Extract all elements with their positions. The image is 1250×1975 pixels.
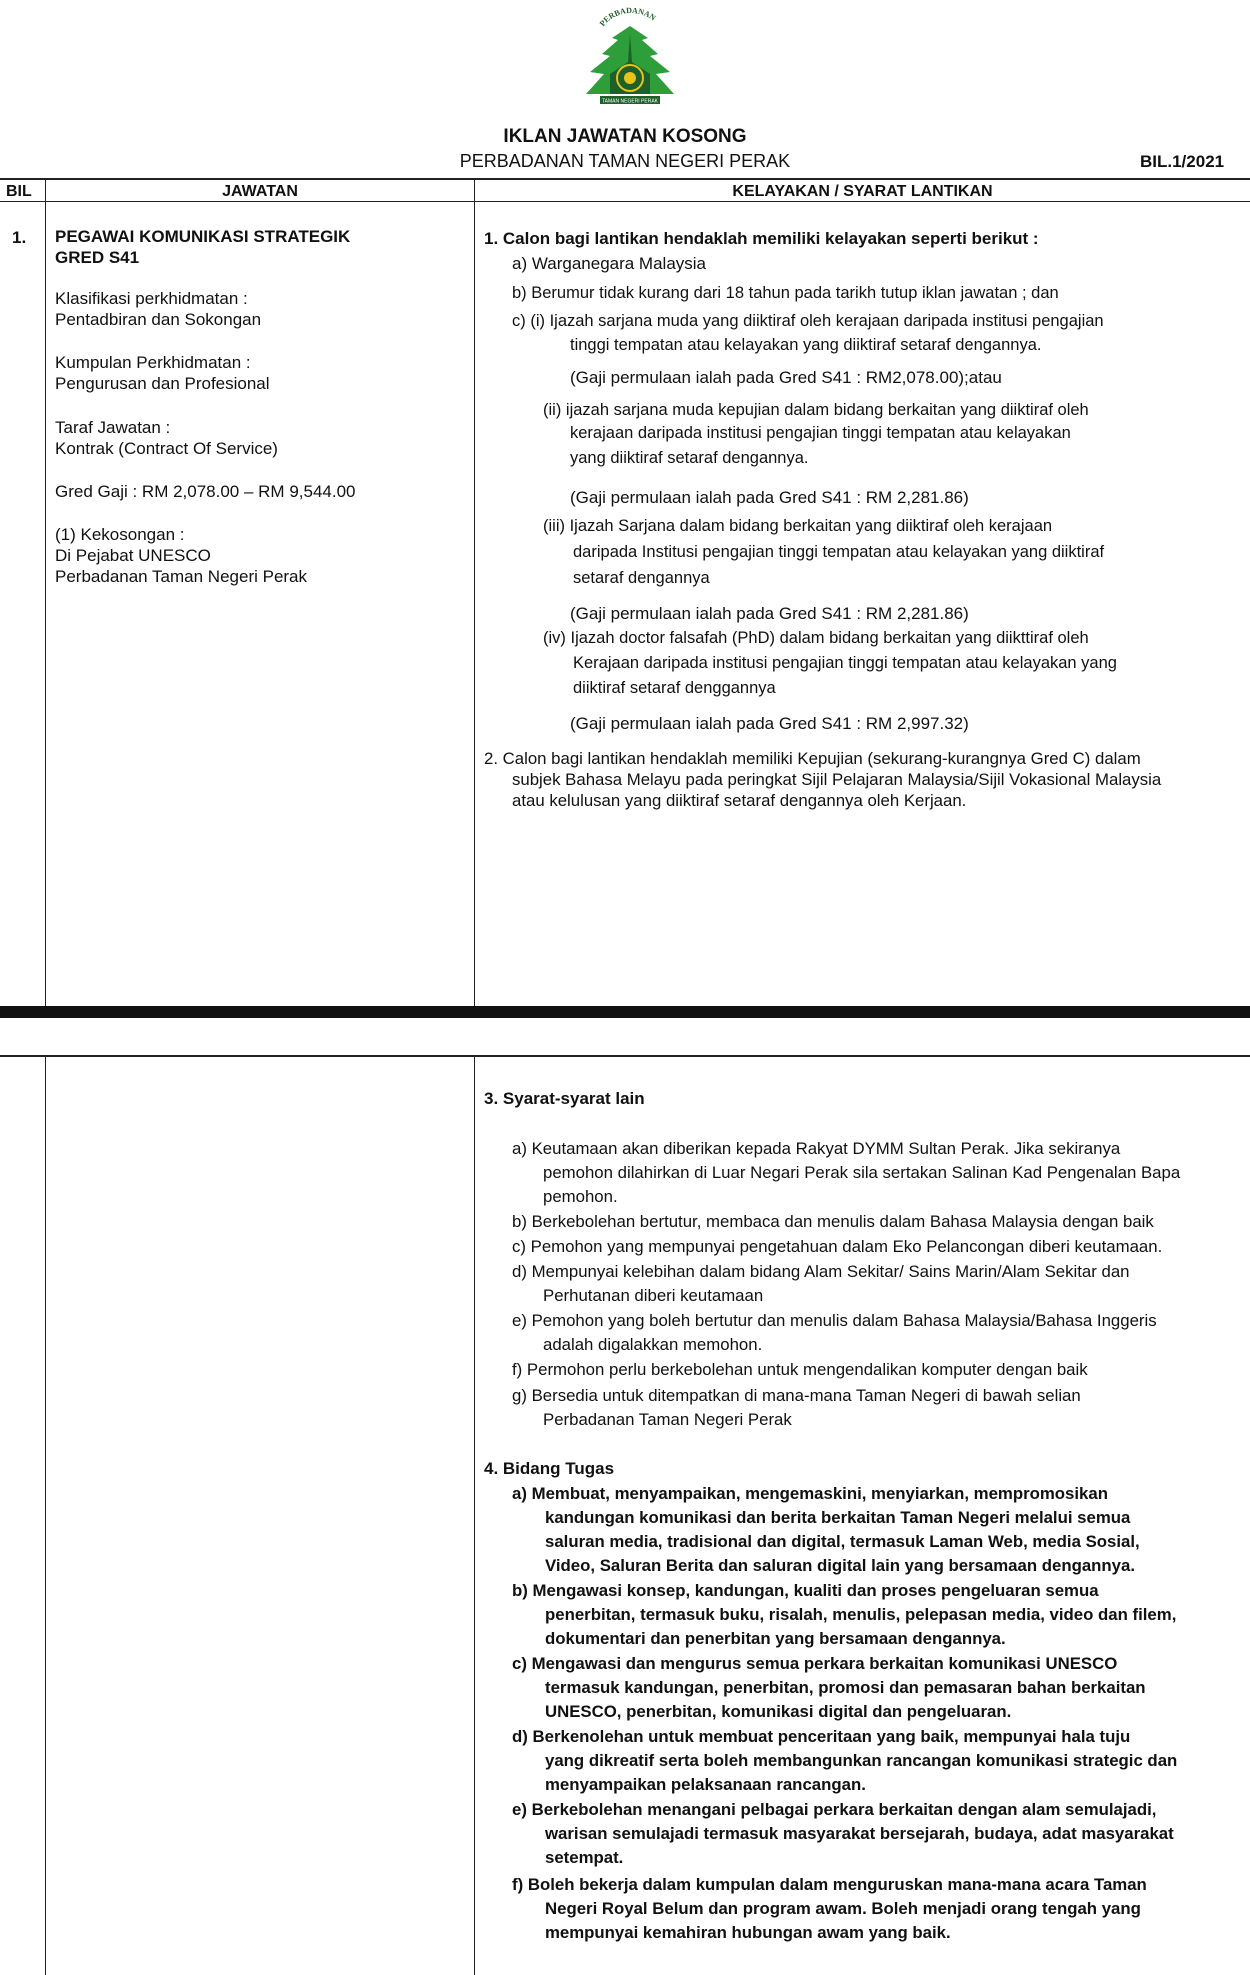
syarat-a-line1: a) Keutamaan akan diberikan kepada Rakyat DYMM Sultan Perak. Jika sekiranya xyxy=(512,1139,1121,1158)
bidang-tugas-heading: 4. Bidang Tugas xyxy=(484,1459,615,1478)
tugas-a-line2: kandungan komunikasi dan berita berkaitan Taman Negeri melalui semua xyxy=(545,1508,1131,1527)
col2-divider-1 xyxy=(45,1055,46,1975)
syarat-g-line2: Perbadanan Taman Negeri Perak xyxy=(543,1410,792,1429)
kumpulan-label: Kumpulan Perkhidmatan : xyxy=(55,353,251,372)
syarat-a-line3: pemohon. xyxy=(543,1187,618,1206)
syarat-f: f) Permohon perlu berkebolehan untuk mengendalikan komputer dengan baik xyxy=(512,1360,1088,1379)
syarat-lain-heading: 3. Syarat-syarat lain xyxy=(484,1089,645,1108)
syarat-e-line2: adalah digalakkan memohon. xyxy=(543,1335,763,1354)
gaji-permulaan-3: (Gaji permulaan ialah pada Gred S41 : RM 2,281.86) xyxy=(570,604,969,623)
kekosongan-org: Perbadanan Taman Negeri Perak xyxy=(55,567,308,586)
gaji-permulaan-1: (Gaji permulaan ialah pada Gred S41 : RM2,078.00);atau xyxy=(570,368,1002,387)
gaji-permulaan-4: (Gaji permulaan ialah pada Gred S41 : RM 2,997.32) xyxy=(570,714,969,733)
tugas-b-line1: b) Mengawasi konsep, kandungan, kualiti dan proses pengeluaran semua xyxy=(512,1581,1099,1600)
tugas-e-line2: warisan semulajadi termasuk masyarakat bersejarah, budaya, adat masyarakat xyxy=(545,1824,1174,1843)
col-header-jawatan: JAWATAN xyxy=(222,183,298,200)
tugas-e-line3: setempat. xyxy=(545,1848,624,1867)
syarat-b: b) Berkebolehan bertutur, membaca dan menulis dalam Bahasa Malaysia dengan baik xyxy=(512,1212,1154,1231)
col-header-bil: BIL xyxy=(6,183,32,200)
klasifikasi-value: Pentadbiran dan Sokongan xyxy=(55,310,262,329)
tugas-e-line1: e) Berkebolehan menangani pelbagai perkara berkaitan dengan alam semulajadi, xyxy=(512,1800,1157,1819)
kelayakan-ii-line3: yang diiktiraf setaraf dengannya. xyxy=(570,449,809,467)
table2-top-border xyxy=(0,1055,1250,1057)
tugas-f-line1: f) Boleh bekerja dalam kumpulan dalam menguruskan mana-mana acara Taman xyxy=(512,1875,1147,1894)
page-subtitle: PERBADANAN TAMAN NEGERI PERAK xyxy=(459,151,791,171)
tugas-c-line1: c) Mengawasi dan mengurus semua perkara berkaitan komunikasi UNESCO xyxy=(512,1654,1118,1673)
kekosongan-place: Di Pejabat UNESCO xyxy=(55,546,211,565)
col2-divider-2 xyxy=(474,1055,475,1975)
tugas-a-line3: saluran media, tradisional dan digital, termasuk Laman Web, media Sosial, xyxy=(545,1532,1140,1551)
kelayakan-iii-line2: daripada Institusi pengajian tinggi tempatan atau kelayakan yang diiktiraf xyxy=(573,543,1105,561)
syarat-d-line1: d) Mempunyai kelebihan dalam bidang Alam Sekitar/ Sains Marin/Alam Sekitar dan xyxy=(512,1262,1130,1281)
kelayakan-iii-line3: setaraf dengannya xyxy=(573,569,710,587)
kelayakan-b: b) Berumur tidak kurang dari 18 tahun pada tarikh tutup iklan jawatan ; dan xyxy=(512,284,1059,302)
syarat-c: c) Pemohon yang mempunyai pengetahuan dalam Eko Pelancongan diberi keutamaan. xyxy=(512,1237,1163,1256)
syarat-e-line1: e) Pemohon yang boleh bertutur dan menulis dalam Bahasa Malaysia/Bahasa Inggeris xyxy=(512,1311,1157,1330)
col-divider-2 xyxy=(474,178,475,1006)
tugas-a-line1: a) Membuat, menyampaikan, mengemaskini, menyiarkan, mempromosikan xyxy=(512,1484,1108,1503)
tugas-b-line3: dokumentari dan penerbitan yang bersamaan dengannya. xyxy=(545,1629,1006,1648)
kepujian-line3: atau kelulusan yang diiktiraf setaraf dengannya oleh Kerjaan. xyxy=(512,791,967,810)
kelayakan-iv-line3: diiktiraf setaraf denggannya xyxy=(573,679,776,697)
tugas-b-line2: penerbitan, termasuk buku, risalah, menulis, pelepasan media, video dan filem, xyxy=(545,1605,1177,1624)
tree-emblem-icon xyxy=(570,4,690,116)
tugas-d-line1: d) Berkenolehan untuk membuat penceritaan yang baik, mempunyai hala tuju xyxy=(512,1727,1131,1746)
kelayakan-intro: 1. Calon bagi lantikan hendaklah memiliki kelayakan seperti berikut : xyxy=(484,229,1039,248)
svg-text:TAMAN NEGERI PERAK: TAMAN NEGERI PERAK xyxy=(601,98,659,105)
gaji-permulaan-2: (Gaji permulaan ialah pada Gred S41 : RM 2,281.86) xyxy=(570,488,969,507)
kumpulan-value: Pengurusan dan Profesional xyxy=(55,374,270,393)
kelayakan-c-line2: tinggi tempatan atau kelayakan yang diiktiraf setaraf dengannya. xyxy=(570,336,1042,354)
job-grade: GRED S41 xyxy=(55,248,140,267)
syarat-a-line2: pemohon dilahirkan di Luar Negari Perak sila sertakan Salinan Kad Pengenalan Bapa xyxy=(543,1163,1181,1182)
job-title: PEGAWAI KOMUNIKASI STRATEGIK xyxy=(55,227,351,246)
kepujian-line1: 2. Calon bagi lantikan hendaklah memiliki Kepujian (sekurang-kurangnya Gred C) dalam xyxy=(484,749,1141,768)
gred-gaji: Gred Gaji : RM 2,078.00 – RM 9,544.00 xyxy=(55,482,356,501)
perbadanan-logo xyxy=(570,4,690,116)
tugas-d-line3: menyampaikan pelaksanaan rancangan. xyxy=(545,1775,866,1794)
taraf-label: Taraf Jawatan : xyxy=(55,418,171,437)
kelayakan-iv-line2: Kerajaan daripada institusi pengajian tinggi tempatan atau kelayakan yang xyxy=(573,654,1117,672)
taraf-value: Kontrak (Contract Of Service) xyxy=(55,439,278,458)
col-header-kelayakan: KELAYAKAN / SYARAT LANTIKAN xyxy=(732,183,993,200)
kelayakan-c-line1: c) (i) Ijazah sarjana muda yang diiktiraf oleh kerajaan daripada institusi pengajian xyxy=(512,312,1104,330)
tugas-d-line2: yang dikreatif serta boleh membangunkan rancangan komunikasi strategic dan xyxy=(545,1751,1178,1770)
kelayakan-a: a) Warganegara Malaysia xyxy=(512,254,707,273)
svg-text:PERBADANAN: PERBADANAN xyxy=(597,5,658,28)
col-divider-1 xyxy=(45,178,46,1006)
page-title: IKLAN JAWATAN KOSONG xyxy=(503,126,747,147)
bil-reference: BIL.1/2021 xyxy=(1140,152,1225,171)
tugas-c-line2: termasuk kandungan, penerbitan, promosi dan pemasaran bahan berkaitan xyxy=(545,1678,1146,1697)
row-number: 1. xyxy=(12,228,27,247)
syarat-g-line1: g) Bersedia untuk ditempatkan di mana-mana Taman Negeri di bawah selian xyxy=(512,1386,1081,1405)
kelayakan-ii-line1: (ii) ijazah sarjana muda kepujian dalam bidang berkaitan yang diiktiraf oleh xyxy=(543,401,1089,419)
klasifikasi-label: Klasifikasi perkhidmatan : xyxy=(55,289,248,308)
syarat-d-line2: Perhutanan diberi keutamaan xyxy=(543,1286,764,1305)
kelayakan-iii-line1: (iii) Ijazah Sarjana dalam bidang berkaitan yang diiktiraf oleh kerajaan xyxy=(543,517,1053,535)
table-top-border xyxy=(0,178,1250,180)
tugas-a-line4: Video, Saluran Berita dan saluran digital lain yang bersamaan dengannya. xyxy=(545,1556,1136,1575)
tugas-f-line2: Negeri Royal Belum dan program awam. Boleh menjadi orang tengah yang xyxy=(545,1899,1141,1918)
kepujian-line2: subjek Bahasa Melayu pada peringkat Sijil Pelajaran Malaysia/Sijil Vokasional Malaysia xyxy=(512,770,1162,789)
kelayakan-ii-line2: kerajaan daripada institusi pengajian tinggi tempatan atau kelayakan xyxy=(570,424,1071,442)
tugas-f-line3: mempunyai kemahiran hubungan awam yang baik. xyxy=(545,1923,951,1942)
kekosongan-label: (1) Kekosongan : xyxy=(55,525,185,544)
tugas-c-line3: UNESCO, penerbitan, komunikasi digital dan pengeluaran. xyxy=(545,1702,1012,1721)
kelayakan-iv-line1: (iv) Ijazah doctor falsafah (PhD) dalam bidang berkaitan yang diikttiraf oleh xyxy=(543,629,1089,647)
page-break-bar xyxy=(0,1006,1250,1018)
